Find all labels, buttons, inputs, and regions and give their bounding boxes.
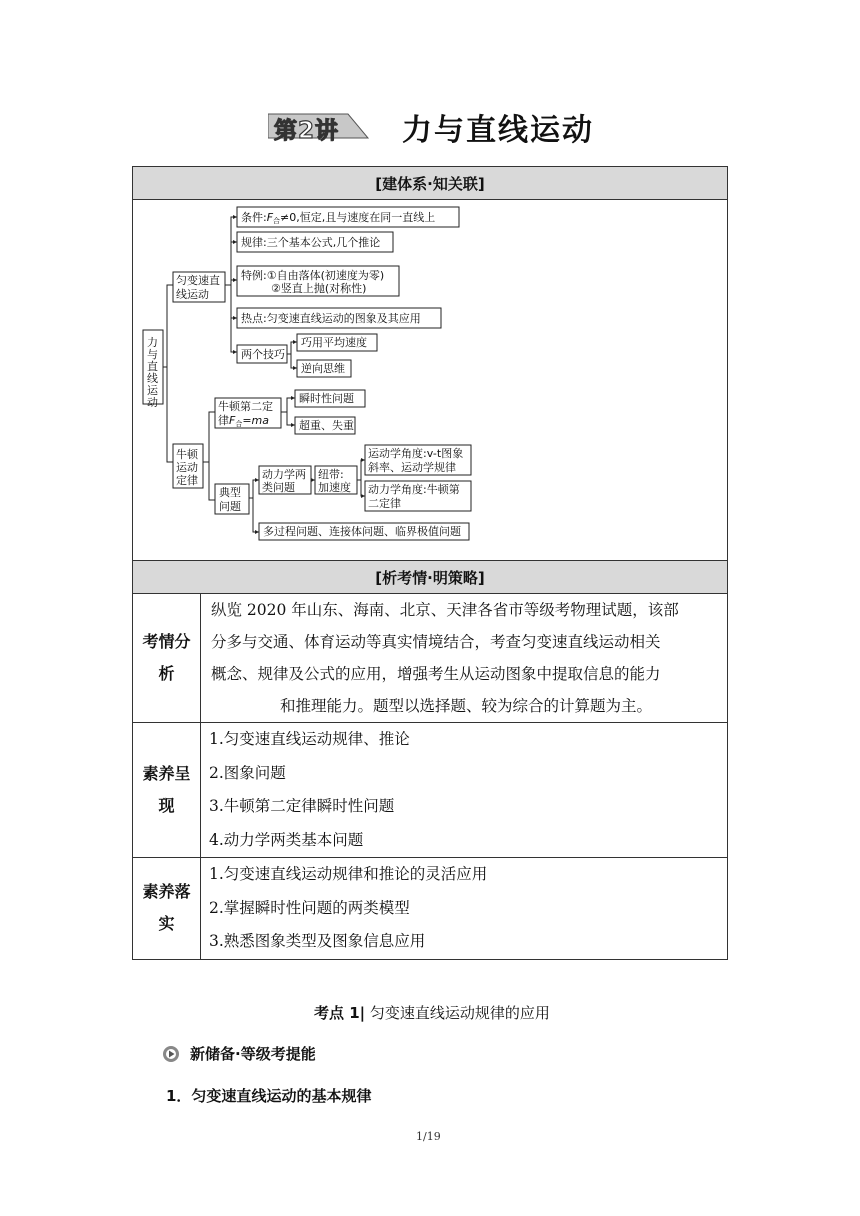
mindmap: [133, 200, 729, 564]
root-char-1: 力: [147, 336, 158, 349]
svg-text:律F合=ma: 律F合=ma: [218, 414, 270, 428]
practice-label: 素养落 实: [133, 858, 201, 960]
lecture-number: 第2讲: [274, 118, 340, 144]
analysis-content: [201, 594, 728, 723]
rule-label: 规律:三个基本公式,几个推论: [241, 236, 381, 249]
literacy-item-3: 3.牛顿第二定律瞬时性问题: [209, 797, 395, 815]
analysis-label: 考情分 析: [133, 594, 201, 723]
skill2-label: 逆向思维: [301, 362, 345, 375]
svg-text:运: 运: [147, 384, 158, 397]
svg-text:动: 动: [147, 396, 158, 409]
special-label-1: 特例:①自由落体(初速度为零): [241, 269, 385, 282]
two-types-label-1: 动力学两: [262, 468, 306, 481]
instant-label: 瞬时性问题: [299, 392, 354, 405]
hot-label: 热点:匀变速直线运动的图象及其应用: [241, 312, 421, 325]
overweight-label: 超重、失重: [299, 419, 354, 432]
literacy-item-1: 1.匀变速直线运动规律、推论: [209, 730, 410, 748]
svg-text:问题: 问题: [219, 500, 241, 513]
kinematics-label-1: 运动学角度:v-t图象: [368, 447, 464, 460]
analysis-line-2: 分多与交通、体育运动等真实情境结合，考查匀变速直线运动相关: [211, 633, 661, 651]
second-law-label-1: 牛顿第二定: [218, 400, 273, 413]
special-label-2: ②竖直上抛(对称性): [271, 282, 367, 295]
topic-heading: [314, 1002, 550, 1023]
section-header-system: [建体系·知关联]: [133, 167, 728, 200]
page-number: 1/19: [416, 1130, 441, 1143]
skills-label: 两个技巧: [241, 348, 285, 361]
mindmap-svg: [133, 200, 729, 560]
skill1-label: 巧用平均速度: [301, 336, 367, 349]
analysis-line-3: 概念、规律及公式的应用，增强考生从运动图象中提取信息的能力: [211, 665, 661, 683]
svg-text:线运动: 线运动: [176, 288, 209, 301]
literacy-item-4: 4.动力学两类基本问题: [209, 830, 364, 849]
practice-item-2: 2.掌握瞬时性问题的两类模型: [209, 898, 410, 917]
practice-item-1: 1.匀变速直线运动规律和推论的灵活应用: [209, 865, 488, 883]
literacy-label: 素养呈 现: [133, 723, 201, 858]
svg-text:与: 与: [147, 348, 158, 361]
literacy-content: [201, 723, 728, 858]
two-types-label-2: 类问题: [262, 481, 295, 494]
page-title: 力与直线运动: [402, 113, 594, 148]
topic-prefix: 考点 1|: [314, 1004, 366, 1022]
svg-text:直: 直: [147, 360, 158, 373]
play-circle-icon: [162, 1045, 180, 1063]
branch1-label: 匀变速直: [176, 274, 220, 287]
bridge-label-1: 纽带:: [318, 468, 344, 481]
mindmap-cell: [133, 200, 728, 561]
svg-text:运动: 运动: [176, 461, 198, 474]
typical-label: 典型: [219, 486, 241, 499]
bridge-label-2: 加速度: [318, 481, 351, 494]
practice-item-3: 3.熟悉图象类型及图象信息应用: [209, 932, 426, 950]
svg-text:条件:F合≠0,恒定,且与速度在同一直线上: 条件:F合≠0,恒定,且与速度在同一直线上: [241, 211, 436, 225]
lecture-number-tag: [268, 110, 372, 144]
dynamics-label-1: 动力学角度:牛顿第: [368, 483, 460, 496]
dynamics-label-2: 二定律: [368, 497, 401, 510]
branch2-label: 牛顿: [176, 448, 198, 461]
kinematics-label-2: 斜率、运动学规律: [368, 461, 456, 474]
svg-text:线: 线: [147, 372, 158, 385]
subheading: 1．匀变速直线运动的基本规律: [166, 1087, 372, 1105]
topic-text: 匀变速直线运动规律的应用: [369, 1004, 550, 1022]
svg-text:定律: 定律: [176, 474, 198, 487]
practice-content: [201, 858, 728, 960]
literacy-item-2: 2.图象问题: [209, 763, 286, 782]
multi-label: 多过程问题、连接体问题、临界极值问题: [263, 525, 461, 538]
section-header-strategy: [析考情·明策略]: [133, 561, 728, 594]
analysis-line-1: 纵览 2020 年山东、海南、北京、天津各省市等级考物理试题，该部: [211, 601, 679, 619]
analysis-line-4: 和推理能力。题型以选择题、较为综合的计算题为主。: [279, 697, 652, 715]
section-title: 新储备·等级考提能: [190, 1045, 316, 1063]
overview-table: [132, 166, 728, 960]
